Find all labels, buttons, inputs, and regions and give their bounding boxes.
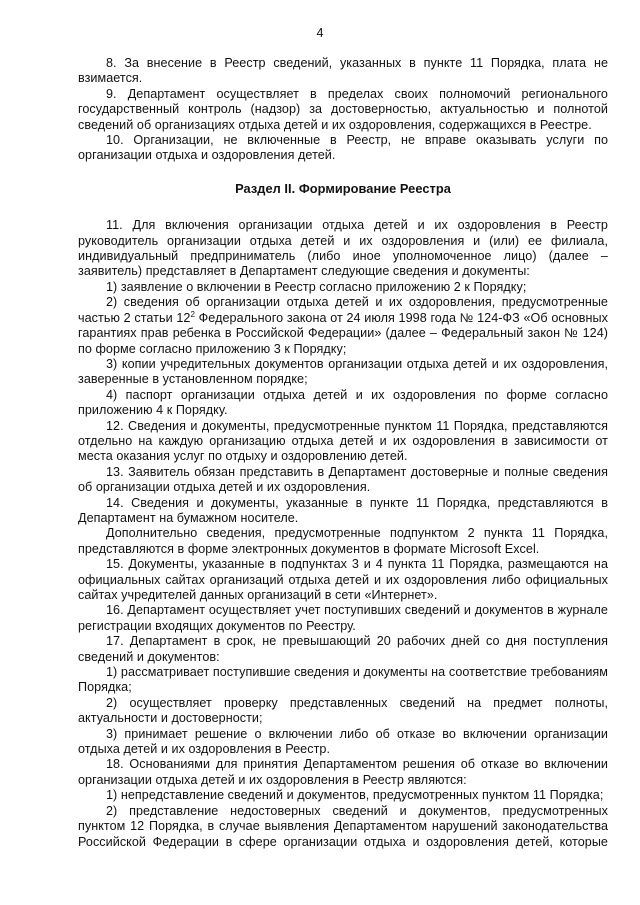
paragraph-13: 13. Заявитель обязан представить в Департамент достоверные и полные сведения об организации отдыха детей и их оздоровления. xyxy=(78,464,608,495)
paragraph-11-item-1: 1) заявление о включении в Реестр согласно приложению 2 к Порядку; xyxy=(106,279,527,294)
paragraph-11-item-2 xyxy=(78,295,608,357)
paragraph-14: 14. Сведения и документы, указанные в пункте 11 Порядка, представляются в Департамент на бумажном носителе. xyxy=(78,495,608,525)
paragraph-12: 12. Сведения и документы, предусмотренные пунктом 11 Порядка, представляются отдельно на каждую организацию отдыха детей и их оздоровления в зависимости от места оказания услуг по отдыху и оздоровлению детей. xyxy=(78,418,608,464)
paragraph-10: 10. Организации, не включенные в Реестр, не вправе оказывать услуги по организации отдыха и оздоровления детей. xyxy=(78,133,608,163)
paragraph-11-item-4: 4) паспорт организации отдыха детей и их оздоровления по форме согласно приложению 4 к Порядку. xyxy=(78,387,608,418)
paragraph-15: 15. Документы, указанные в подпунктах 3 и 4 пункта 11 Порядка, размещаются на официальных сайтах организаций отдыха детей и их оздоровления либо официальных сайтах учредителей данных организаций в сети «Интернет». xyxy=(78,557,608,602)
item-2-text-end: Федерального закона от 24 июля 1998 года № 124-ФЗ «Об основных гарантиях прав ребенка в Российской Федерации» (далее – Федеральный закон № 124) по форме согласно приложению 3 к Порядку; xyxy=(78,310,608,356)
paragraph-11-item-3: 3) копии учредительных документов организации отдыха детей и их оздоровления, заверенные в установленном порядке; xyxy=(78,356,608,387)
section-heading: Раздел II. Формирование Реестра xyxy=(235,180,451,196)
paragraph-17-item-3: 3) принимает решение о включении либо об отказе во включении организации отдыха детей и их оздоровления в Реестр. xyxy=(78,726,608,757)
paragraph-11: 11. Для включения организации отдыха детей и их оздоровления в Реестр руководитель организации отдыха детей и их оздоровления и (или) ее филиала, индивидуальный предприниматель (либо иное уполномоченное лицо) (далее – заявитель) представляет в Департамент следующие сведения и документы: xyxy=(78,218,608,279)
item-2-text-start: 2) сведения об организации отдыха детей и их оздоровления, предусмотренные частью 2 статьи 12 xyxy=(78,295,608,325)
paragraph-18: 18. Основаниями для принятия Департаментом решения об отказе во включении организации отдыха детей и их оздоровления в Реестр являются: xyxy=(78,757,608,787)
paragraph-14-additional: Дополнительно сведения, предусмотренные подпунктом 2 пункта 11 Порядка, представляются в форме электронных документов в формате Microsoft Excel. xyxy=(78,526,608,556)
paragraph-17-item-2: 2) осуществляет проверку представленных сведений на предмет полноты, актуальности и достоверности; xyxy=(78,695,608,726)
paragraph-17: 17. Департамент в срок, не превышающий 20 рабочих дней со дня поступления сведений и документов: xyxy=(78,634,608,664)
page-number: 4 xyxy=(316,26,324,40)
paragraph-16: 16. Департамент осуществляет учет поступивших сведений и документов в журнале регистрации входящих документов по Реестру. xyxy=(78,603,608,633)
paragraph-9: 9. Департамент осуществляет в пределах своих полномочий регионального государственный контроль (надзор) за достоверностью, актуальностью и полнотой сведений об организациях отдыха детей и их оздоровления, содержащихся в Реестре. xyxy=(78,86,608,132)
paragraph-18-item-2: 2) представление недостоверных сведений и документов, предусмотренных пунктом 12 Порядка, в случае выявления Департаментом нарушений законодательства Российской Федерации в сфере организации отдыха и оздоровления детей, которые xyxy=(78,803,608,849)
paragraph-8: 8. За внесение в Реестр сведений, указанных в пункте 11 Порядка, плата не взимается. xyxy=(78,56,608,86)
document-body xyxy=(78,56,608,850)
paragraph-18-item-1: 1) непредставление сведений и документов, предусмотренных пунктом 11 Порядка; xyxy=(106,788,604,803)
paragraph-17-item-1: 1) рассматривает поступившие сведения и документы на соответствие требованиям Порядка; xyxy=(78,665,608,695)
item-2-superscript: 2 xyxy=(190,309,195,319)
